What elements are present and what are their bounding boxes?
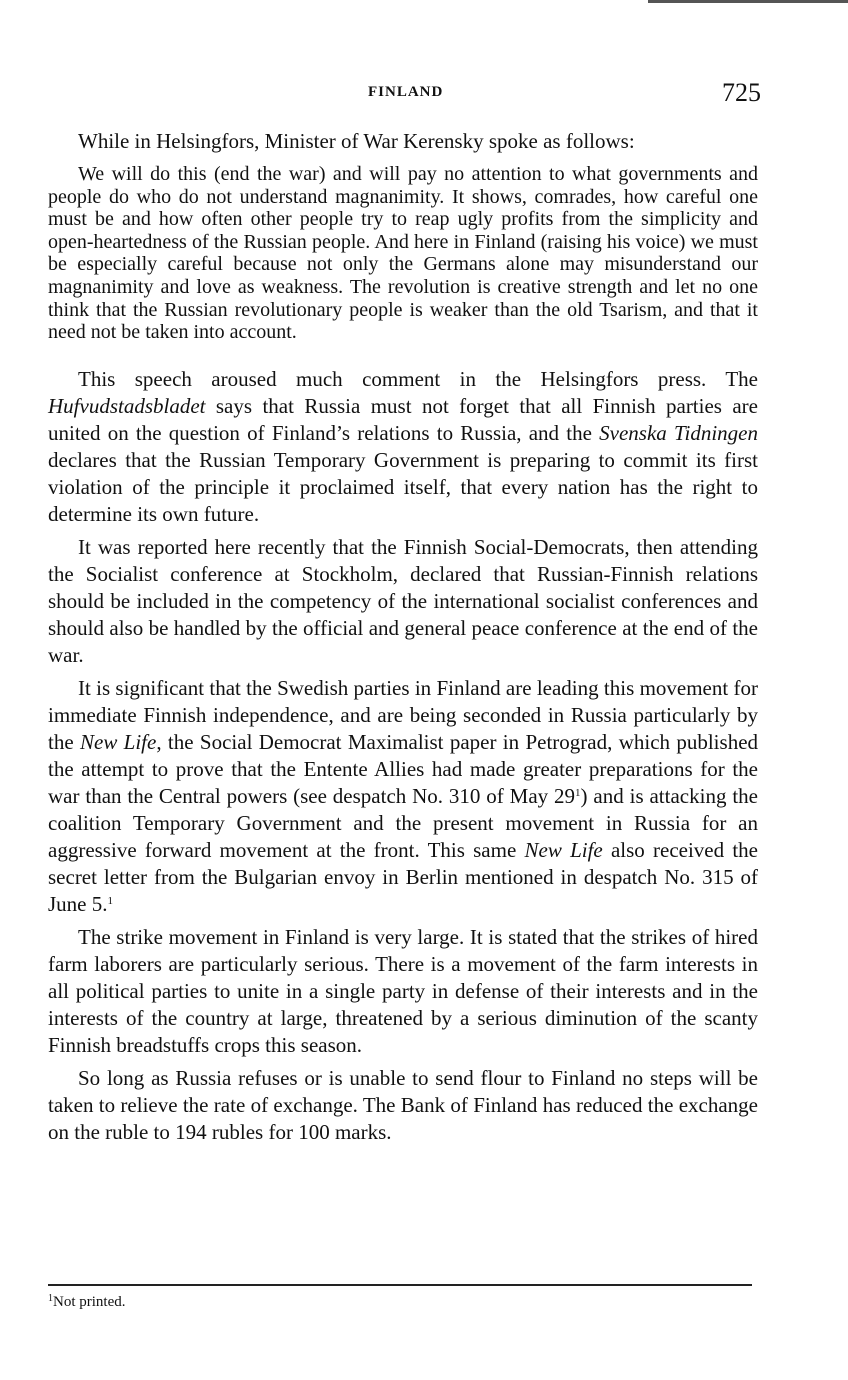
footnote [48, 1294, 126, 1311]
newspaper-name: New Life [524, 837, 603, 862]
running-title: FINLAND [368, 84, 444, 100]
text-run: declares that the Russian Temporary Government is preparing to commit its first violation of the principle it proclaimed itself, that every nation has the right to determine its own future. [48, 447, 758, 526]
footnote-rule [48, 1284, 752, 1286]
kerensky-quote: We will do this (end the war) and will pay no attention to what governments and people do who do not understand magnanimity. It shows, comrades, how careful one must be and how often other people try to reap ugly profits from the simplicity and open-heartedness of the Russian people. And here in Finland (raising his voice) we must be especially careful because not only the Germans alone may misunderstand our magnanimity and love as weakness. The revolution is creative strength and let no one think that the Russian revolutionary people is weaker than the old Tsarism, and that it need not be taken into account. [48, 163, 758, 344]
swedish-parties-paragraph [48, 675, 758, 918]
footnote-reference: 1 [575, 786, 581, 799]
text-run: says that Russia must not forget that all Finnish parties are united on the question of Finland’s relations to Russia, and the [48, 393, 758, 445]
exchange-rate-paragraph: So long as Russia refuses or is unable to send flour to Finland no steps will be taken to relieve the rate of exchange. The Bank of Finland has reduced the exchange on the ruble to 194 rubles for 100 marks. [48, 1065, 758, 1144]
running-head [0, 78, 848, 107]
footnote-text: Not printed. [53, 1294, 126, 1310]
newspaper-name: Svenska Tidningen [599, 420, 758, 445]
footnote-reference: 1 [107, 894, 113, 907]
footnote-marker: 1 [48, 1293, 53, 1304]
text-run: also received the secret letter from the Bulgarian envoy in Berlin mentioned in despatch No. 315 of June 5. [48, 837, 759, 916]
press-reaction-paragraph [48, 366, 758, 528]
text-run: It is significant that the Swedish parties in Finland are leading this movement for immediate Finnish independence, and are being seconded in Russia particularly by the [48, 675, 758, 754]
intro-paragraph: While in Helsingfors, Minister of War Kerensky spoke as follows: [78, 129, 635, 153]
text-run: , the Social Democrat Maximalist paper in Petrograd, which published the attempt to prove that the Entente Allies had made greater preparations for the war than the Central powers (see despatch No. 310 of May 29 [48, 729, 759, 808]
social-democrats-paragraph: It was reported here recently that the Finnish Social-Democrats, then attending the Socialist conference at Stockholm, declared that Russian-Finnish relations should be included in the competency of the international socialist conferences and should also be handled by the official and general peace conference at the end of the war. [48, 534, 758, 667]
body-text [48, 128, 758, 1152]
text-run: ) and is attacking the coalition Temporary Government and the present movement in Russia for an aggressive forward movement at the front. This same [48, 783, 758, 862]
text-run: This speech aroused much comment in the Helsingfors press. The [78, 366, 758, 391]
top-corner-rule [648, 0, 848, 3]
newspaper-name: New Life [80, 729, 157, 754]
strike-movement-paragraph: The strike movement in Finland is very large. It is stated that the strikes of hired farm laborers are particularly serious. There is a movement of the farm interests in all political parties to unite in a single party in defense of their interests and in the interests of the country at large, threatened by a serious diminution of the scanty Finnish breadstuffs crops this season. [48, 924, 758, 1057]
page-number: 725 [722, 78, 761, 107]
newspaper-name: Hufvudstadsbladet [48, 393, 206, 418]
